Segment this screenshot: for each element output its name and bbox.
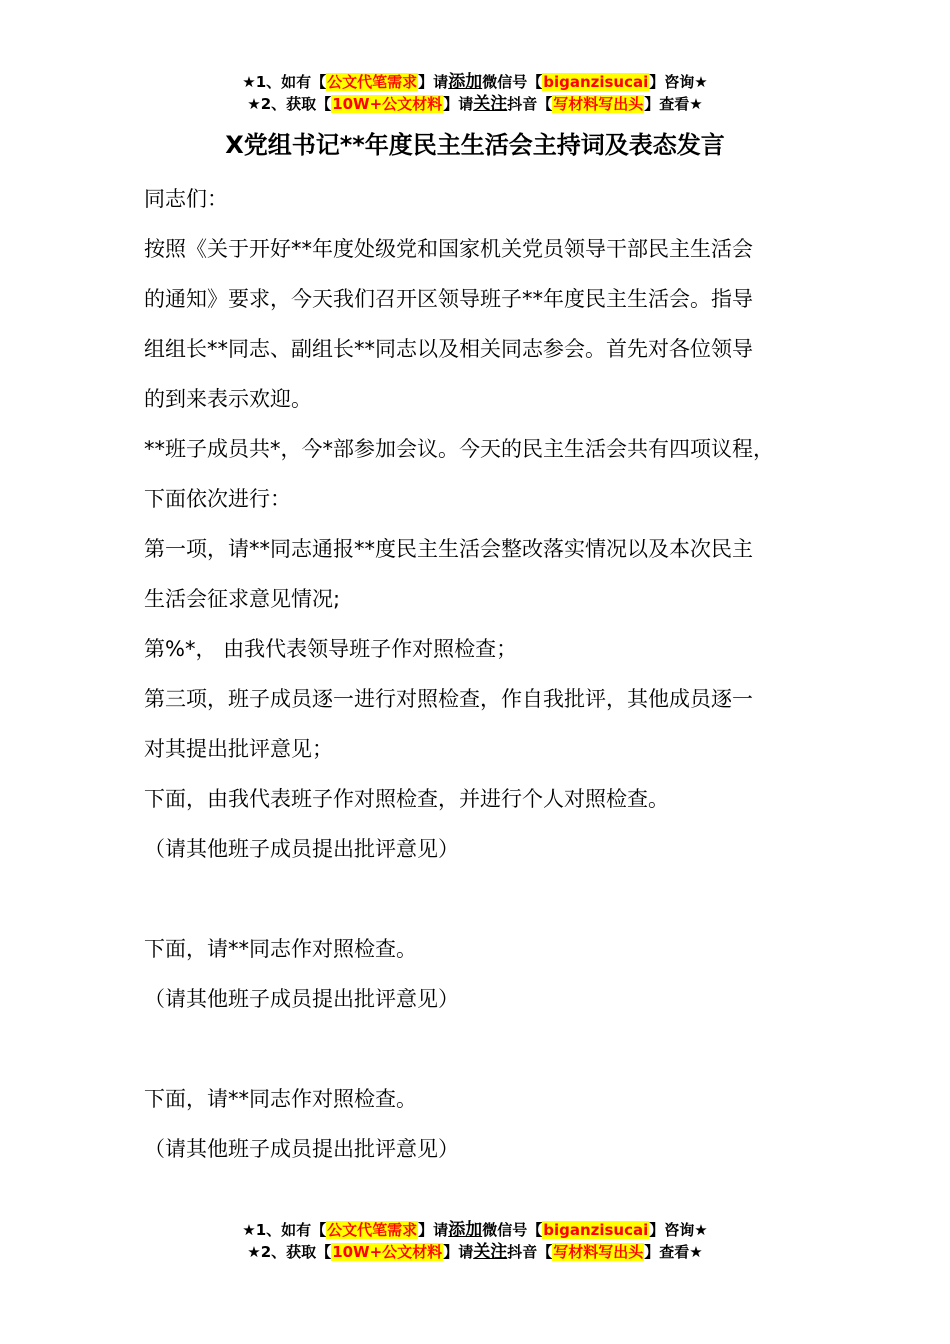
banner-line-2 (0, 1241, 950, 1263)
document-body (144, 174, 834, 1174)
document-title: X党组书记**年度民主生活会主持词及表态发言 (225, 131, 725, 159)
materials-highlight: 10W+公文材料 (332, 1243, 443, 1261)
blank-line (144, 1024, 834, 1074)
follow-emphasis: 关注 (473, 1242, 508, 1262)
paragraph-line: 第%*， 由我代表领导班子作对照检查； (144, 637, 518, 661)
banner-text: 】查看★ (644, 1243, 703, 1261)
banner-text: 】请 (443, 1243, 474, 1261)
paragraph-line: （请其他班子成员提出批评意见） (144, 987, 459, 1011)
paragraph-line: （请其他班子成员提出批评意见） (144, 1137, 459, 1161)
banner-text: ★2、获取【 (247, 1243, 332, 1261)
banner-text: 】咨询★ (649, 1221, 708, 1239)
wechat-id-highlight: biganzisucai (543, 73, 649, 91)
banner-text: ★2、获取【 (247, 95, 332, 113)
banner-text: 】请 (443, 95, 474, 113)
banner-line-1 (0, 71, 950, 93)
wechat-id-highlight: biganzisucai (543, 1221, 649, 1239)
paragraph-line: 第一项，请**同志通报**度民主生活会整改落实情况以及本次民主 (144, 537, 753, 561)
banner-text: 微信号【 (482, 1221, 543, 1239)
banner-line-1 (0, 1219, 950, 1241)
blank-line (144, 874, 834, 924)
paragraph-line: 下面依次进行： (144, 487, 291, 511)
paragraph-line: 下面，请**同志作对照检查。 (144, 937, 417, 961)
paragraph-line: 第三项，班子成员逐一进行对照检查，作自我批评，其他成员逐一 (144, 687, 753, 711)
banner-text: 微信号【 (482, 73, 543, 91)
paragraph-line: 同志们： (144, 187, 228, 211)
banner-text: ★1、如有【 (242, 73, 327, 91)
banner-text: 抖音【 (507, 1243, 553, 1261)
douyin-id-highlight: 写材料写出头 (553, 1243, 644, 1261)
materials-highlight: 10W+公文材料 (332, 95, 443, 113)
paragraph-line: 按照《关于开好**年度处级党和国家机关党员领导干部民主生活会 (144, 237, 753, 261)
banner-text: 】请 (418, 1221, 449, 1239)
add-emphasis: 添加 (448, 72, 483, 92)
demand-highlight: 公文代笔需求 (327, 1221, 418, 1239)
paragraph-line: 组组长**同志、副组长**同志以及相关同志参会。首先对各位领导 (144, 337, 753, 361)
add-emphasis: 添加 (448, 1220, 483, 1240)
header-banner (0, 71, 950, 115)
banner-text: ★1、如有【 (242, 1221, 327, 1239)
demand-highlight: 公文代笔需求 (327, 73, 418, 91)
paragraph-line: 生活会征求意见情况; (144, 587, 341, 611)
paragraph-line: 的通知》要求，今天我们召开区领导班子**年度民主生活会。指导 (144, 287, 753, 311)
paragraph-line: （请其他班子成员提出批评意见） (144, 837, 459, 861)
paragraph-line: 下面，请**同志作对照检查。 (144, 1087, 417, 1111)
paragraph-line: 的到来表示欢迎。 (144, 387, 312, 411)
footer-banner (0, 1219, 950, 1263)
douyin-id-highlight: 写材料写出头 (553, 95, 644, 113)
paragraph-line: **班子成员共*，今*部参加会议。今天的民主生活会共有四项议程， (144, 437, 774, 461)
banner-text: 】请 (418, 73, 449, 91)
banner-text: 】咨询★ (649, 73, 708, 91)
paragraph-line: 对其提出批评意见； (144, 737, 333, 761)
banner-text: 抖音【 (507, 95, 553, 113)
banner-text: 】查看★ (644, 95, 703, 113)
paragraph-line: 下面，由我代表班子作对照检查，并进行个人对照检查。 (144, 787, 669, 811)
follow-emphasis: 关注 (473, 94, 508, 114)
banner-line-2 (0, 93, 950, 115)
